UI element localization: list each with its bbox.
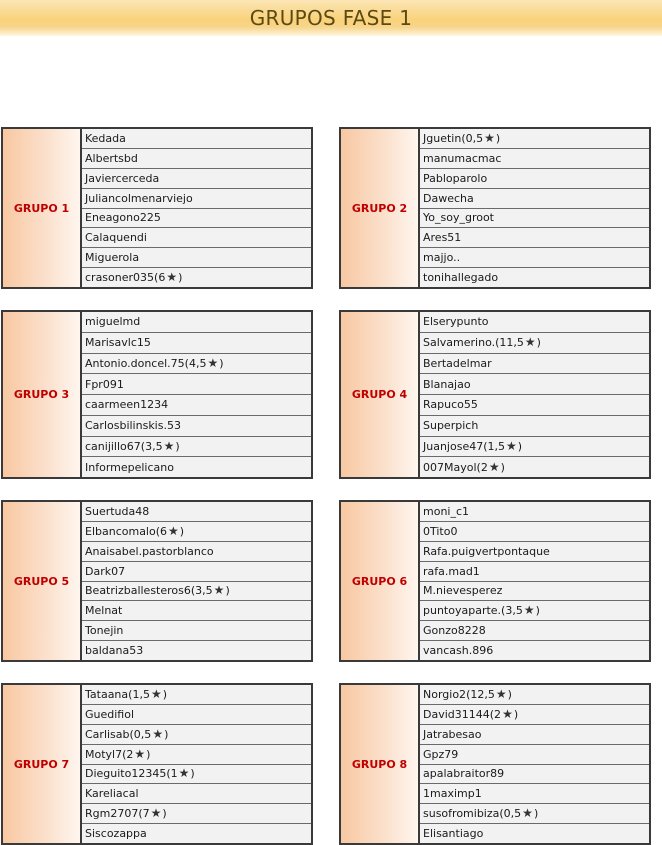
player-name: Carlosbilinskis.53 (85, 419, 181, 433)
player-row (82, 169, 311, 189)
player-row (82, 705, 311, 725)
group-label: GRUPO 7 (3, 685, 82, 843)
player-name: Tataana (85, 687, 129, 701)
player-name: 007Mayol (423, 460, 477, 474)
player-row (420, 601, 649, 621)
star-icon: ★ (524, 335, 536, 350)
player-stars: (3,5★) (190, 583, 230, 598)
star-icon: ★ (506, 438, 517, 453)
player-row (82, 129, 311, 149)
player-row (82, 209, 311, 229)
player-name: Rgm2707 (85, 807, 139, 821)
player-row (420, 725, 649, 745)
player-name: crasoner035 (85, 271, 155, 285)
player-row (420, 209, 649, 229)
player-name: Calaquendi (85, 231, 147, 245)
group-player-list (420, 685, 649, 843)
player-row (420, 312, 649, 333)
player-row (82, 416, 311, 437)
group-label: GRUPO 1 (3, 129, 82, 287)
page-title: GRUPOS FASE 1 (249, 6, 413, 30)
group-label: GRUPO 8 (341, 685, 420, 843)
player-name: Javiercerceda (85, 171, 160, 185)
player-name: Gonzo8228 (423, 624, 486, 638)
player-name: Fpr091 (85, 377, 124, 391)
group-player-list (82, 129, 311, 287)
player-name: miguelmd (85, 315, 141, 329)
player-name: Beatrizballesteros6 (85, 584, 191, 598)
player-name: Melnat (85, 604, 123, 618)
player-name: Albertsbd (85, 151, 138, 165)
player-name: Yo_soy_groot (423, 211, 494, 225)
player-row (82, 582, 311, 602)
player-row (82, 784, 311, 804)
player-stars: (11,5★) (495, 335, 541, 350)
player-row (420, 562, 649, 582)
star-icon: ★ (213, 583, 225, 598)
player-row (420, 502, 649, 522)
player-row (82, 189, 311, 209)
player-stars: (12,5★) (466, 686, 512, 701)
player-name: tonihallegado (423, 271, 499, 285)
player-row (82, 824, 311, 843)
player-name: manumacmac (423, 151, 502, 165)
player-row (420, 804, 649, 824)
player-row (82, 149, 311, 169)
player-row (82, 601, 311, 621)
player-stars: (2★) (489, 706, 519, 721)
player-name: Elserypunto (423, 315, 489, 329)
player-row (82, 641, 311, 660)
star-icon: ★ (152, 726, 164, 741)
player-row (82, 333, 311, 354)
player-name: Ares51 (423, 231, 462, 245)
star-icon: ★ (495, 686, 507, 701)
player-row (82, 685, 311, 705)
player-row (420, 765, 649, 785)
player-stars: (1,5★) (483, 438, 523, 453)
player-row (82, 745, 311, 765)
group-player-list (420, 312, 649, 477)
star-icon: ★ (163, 438, 175, 453)
star-icon: ★ (150, 686, 162, 701)
player-row (82, 354, 311, 375)
player-name: Motyl7 (85, 747, 123, 761)
star-icon: ★ (484, 130, 495, 145)
player-row (420, 745, 649, 765)
star-icon: ★ (502, 706, 513, 721)
player-row (82, 562, 311, 582)
player-name: Pabloparolo (423, 171, 488, 185)
player-row (420, 268, 649, 287)
player-name: David31144 (423, 707, 490, 721)
player-row (82, 374, 311, 395)
player-name: Rafa.puigvertpontaque (423, 544, 550, 558)
player-row (420, 784, 649, 804)
player-name: canijillo67 (85, 439, 141, 453)
title-banner (0, 0, 662, 36)
player-name: Dark07 (85, 564, 126, 578)
player-name: Suertuda48 (85, 504, 150, 518)
player-name: M.nievesperez (423, 584, 503, 598)
group-table-4 (339, 310, 651, 479)
player-row (420, 542, 649, 562)
star-icon: ★ (168, 523, 179, 538)
player-name: Tonejin (85, 624, 124, 638)
player-row (420, 416, 649, 437)
group-table-5 (1, 500, 313, 662)
group-player-list (420, 502, 649, 660)
player-stars: (6★) (155, 523, 185, 538)
player-name: Antonio.doncel.75 (85, 356, 185, 370)
group-label: GRUPO 2 (341, 129, 420, 287)
player-name: vancash.896 (423, 644, 494, 658)
player-row (82, 248, 311, 268)
player-name: Jguetin (423, 131, 462, 145)
star-icon: ★ (166, 270, 178, 285)
group-player-list (82, 685, 311, 843)
player-name: Bertadelmar (423, 356, 492, 370)
player-row (82, 437, 311, 458)
group-player-list (420, 129, 649, 287)
player-name: Dieguito12345 (85, 767, 167, 781)
star-icon: ★ (178, 766, 190, 781)
player-name: moni_c1 (423, 504, 470, 518)
player-name: apalabraitor89 (423, 767, 505, 781)
player-stars: (3,5★) (501, 603, 540, 618)
player-name: Elbancomalo (85, 524, 156, 538)
player-stars: (2★) (476, 459, 505, 474)
player-row (420, 621, 649, 641)
player-row (420, 437, 649, 458)
player-name: Eneagono225 (85, 211, 161, 225)
player-name: Dawecha (423, 191, 474, 205)
player-name: Elisantiago (423, 827, 484, 841)
player-name: rafa.mad1 (423, 564, 480, 578)
player-row (420, 189, 649, 209)
player-row (420, 522, 649, 542)
player-name: Marisavlc15 (85, 336, 151, 350)
player-row (82, 312, 311, 333)
player-name: Informepelicano (85, 460, 174, 474)
player-row (82, 268, 311, 287)
player-stars: (6★) (154, 270, 183, 285)
player-row (82, 765, 311, 785)
player-stars: (1★) (166, 766, 195, 781)
player-name: Norgio2 (423, 687, 467, 701)
group-player-list (82, 312, 311, 477)
star-icon: ★ (207, 355, 219, 370)
player-stars: (2★) (122, 746, 151, 761)
group-table-8 (339, 683, 651, 845)
player-row (420, 685, 649, 705)
group-table-6 (339, 500, 651, 662)
star-icon: ★ (134, 746, 146, 761)
player-row (82, 228, 311, 248)
player-stars: (1,5★) (128, 686, 168, 701)
group-table-2 (339, 127, 651, 289)
player-stars: (0,5★) (499, 806, 539, 821)
player-name: 1maximp1 (423, 787, 482, 801)
group-label: GRUPO 5 (3, 502, 82, 660)
player-stars: (0,5★) (461, 130, 501, 145)
group-table-1 (1, 127, 313, 289)
player-name: Jatrabesao (423, 727, 482, 741)
player-row (82, 725, 311, 745)
player-row (420, 374, 649, 395)
player-row (82, 804, 311, 824)
star-icon: ★ (150, 806, 162, 821)
player-row (420, 149, 649, 169)
player-stars: (0,5★) (129, 726, 169, 741)
player-row (420, 248, 649, 268)
player-name: Gpz79 (423, 747, 459, 761)
player-name: Blanajao (423, 377, 471, 391)
player-name: Anaisabel.pastorblanco (85, 544, 214, 558)
player-row (420, 395, 649, 416)
player-name: majjo.. (423, 251, 461, 265)
player-row (82, 457, 311, 477)
player-row (420, 705, 649, 725)
player-name: Miguerola (85, 251, 140, 265)
player-name: baldana53 (85, 644, 144, 658)
player-name: Juliancolmenarviejo (85, 191, 193, 205)
player-name: Siscozappa (85, 827, 147, 841)
group-table-7 (1, 683, 313, 845)
player-row (82, 395, 311, 416)
star-icon: ★ (522, 806, 533, 821)
player-name: Kedada (85, 131, 126, 145)
group-table-3 (1, 310, 313, 479)
player-row (420, 824, 649, 843)
player-name: puntoyaparte. (423, 604, 502, 618)
group-label: GRUPO 6 (341, 502, 420, 660)
player-row (420, 228, 649, 248)
player-row (82, 621, 311, 641)
player-name: Kareliacal (85, 787, 139, 801)
player-name: Juanjose47 (423, 439, 484, 453)
player-stars: (4,5★) (184, 355, 224, 370)
player-row (420, 129, 649, 149)
star-icon: ★ (523, 603, 535, 618)
group-label: GRUPO 4 (341, 312, 420, 477)
player-stars: (7★) (138, 806, 167, 821)
player-name: susofromibiza (423, 807, 500, 821)
player-name: Superpich (423, 419, 479, 433)
player-row (420, 582, 649, 602)
player-stars: (3,5★) (140, 438, 180, 453)
player-row (420, 169, 649, 189)
player-name: Salvamerino. (423, 336, 496, 350)
player-row (82, 502, 311, 522)
player-row (82, 522, 311, 542)
player-name: Rapuco55 (423, 398, 478, 412)
player-name: Guedifiol (85, 707, 135, 721)
player-row (420, 641, 649, 660)
player-name: 0Tito0 (423, 524, 458, 538)
player-row (82, 542, 311, 562)
player-name: caarmeen1234 (85, 398, 169, 412)
group-player-list (82, 502, 311, 660)
player-row (420, 333, 649, 354)
player-row (420, 457, 649, 477)
star-icon: ★ (488, 459, 500, 474)
player-name: Carlisab (85, 727, 130, 741)
player-row (420, 354, 649, 375)
group-label: GRUPO 3 (3, 312, 82, 477)
